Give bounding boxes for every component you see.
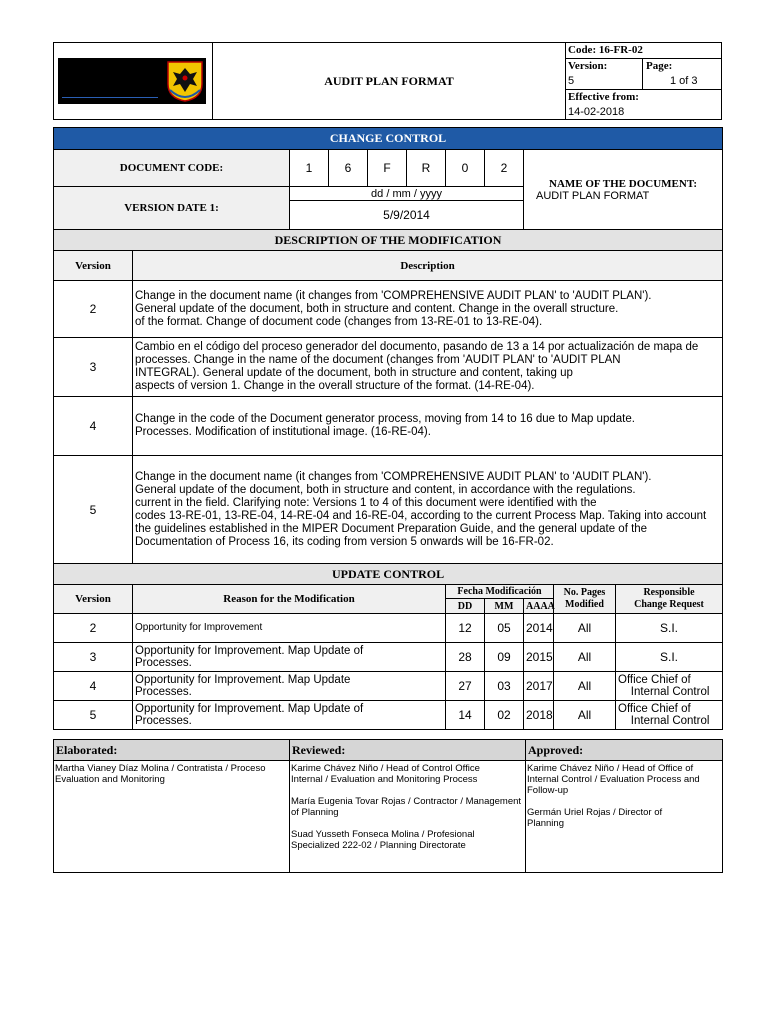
signer-entry: Germán Uriel Rojas / Director of Planning — [527, 807, 663, 829]
page-value: 1 of 3 — [670, 75, 698, 87]
code-digit: F — [368, 150, 407, 187]
table-row — [54, 338, 723, 397]
code-digit: R — [407, 150, 446, 187]
version-label: Version: — [568, 60, 608, 72]
pages-cell: All — [554, 701, 616, 730]
reason-cell: Opportunity for Improvement — [133, 614, 446, 643]
table-row — [54, 397, 723, 456]
change-control-heading: CHANGE CONTROL — [54, 128, 723, 150]
document-name-value: AUDIT PLAN FORMAT — [536, 189, 650, 202]
mm-cell: 09 — [485, 643, 524, 672]
effective-value: 14-02-2018 — [568, 106, 625, 118]
dd-cell: 27 — [446, 672, 485, 701]
document-name-cell — [524, 150, 723, 230]
signer-entry: Martha Vianey Díaz Molina / Contratista / Proceso Evaluation and Monitoring — [55, 763, 266, 785]
elaborated-label: Elaborated: — [54, 740, 290, 761]
responsible-cell: S.I. — [616, 614, 723, 643]
change-control-table — [53, 127, 723, 730]
signer-entry: Suad Yusseth Fonseca Molina / Profesional Specialized 222-02 / Planning Directorate — [291, 829, 475, 851]
aaaa-cell: 2014 — [524, 614, 554, 643]
code-digit: 2 — [485, 150, 524, 187]
version-cell: 3 — [54, 643, 133, 672]
document-meta — [565, 43, 721, 119]
pages-cell: All — [554, 643, 616, 672]
col-aaaa: AAAA — [524, 599, 554, 614]
col-version: Version — [54, 251, 133, 281]
code-digit: 6 — [329, 150, 368, 187]
col-dd: DD — [446, 599, 485, 614]
version-cell: 5 — [54, 456, 133, 564]
document-code-label: DOCUMENT CODE: — [54, 150, 290, 187]
document-title: AUDIT PLAN FORMAT — [324, 73, 454, 88]
table-row — [54, 643, 723, 672]
col-version: Version — [54, 585, 133, 614]
update-control-heading: UPDATE CONTROL — [54, 564, 723, 585]
col-reason: Reason for the Modification — [133, 585, 446, 614]
version-cell: 2 — [54, 281, 133, 338]
reason-cell: Opportunity for Improvement. Map Update of Processes. — [133, 701, 446, 730]
col-date: Fecha Modificación — [446, 585, 554, 599]
description-cell: Change in the document name (it changes from 'COMPREHENSIVE AUDIT PLAN' to 'AUDIT PLAN'). General update of the document, both in structure and content. Change in the overall structure. of the format. Change of document code (changes from 13-RE-01 to 13-RE-04). — [133, 281, 723, 338]
table-row — [54, 456, 723, 564]
pages-cell: All — [554, 614, 616, 643]
version-cell: 4 — [54, 397, 133, 456]
reason-cell: Opportunity for Improvement. Map Update Processes. — [133, 672, 446, 701]
reviewed-label: Reviewed: — [290, 740, 526, 761]
responsible-cell: Office Chief of Internal Control — [616, 672, 723, 701]
description-cell: Change in the code of the Document generator process, moving from 14 to 16 due to Map update. Processes. Modification of institutional image. (16-RE-04). — [133, 397, 723, 456]
responsible-cell: Office Chief of Internal Control — [616, 701, 723, 730]
mm-cell: 03 — [485, 672, 524, 701]
version-date-value: 5/9/2014 — [290, 201, 524, 230]
aaaa-cell: 2017 — [524, 672, 554, 701]
version-cell: 5 — [54, 701, 133, 730]
table-row — [54, 614, 723, 643]
pages-cell: All — [554, 672, 616, 701]
description-cell: Change in the document name (it changes from 'COMPREHENSIVE AUDIT PLAN' to 'AUDIT PLAN'). General update of the document, both in structure and content, in accordance with the regulations. current in the field. Clarifying note: Versions 1 to 4 of this document were identified with the codes 13-RE-01, 13-RE-04, 14-RE-04 and 16-RE-04, according to the current Process Map. Taking into account the guidelines established in the MIPER Document Preparation Guide, and the general update of the Documentation of Process 16, its coding from version 5 onwards will be 16-FR-02. — [133, 456, 723, 564]
approved-label: Approved: — [526, 740, 723, 761]
responsible-cell: S.I. — [616, 643, 723, 672]
table-row — [54, 701, 723, 730]
reason-cell: Opportunity for Improvement. Map Update of Processes. — [133, 643, 446, 672]
code-digit: 1 — [290, 150, 329, 187]
aaaa-cell: 2015 — [524, 643, 554, 672]
dd-cell: 14 — [446, 701, 485, 730]
reviewed-cell — [290, 761, 526, 873]
aaaa-cell: 2018 — [524, 701, 554, 730]
signatures-table — [53, 739, 723, 873]
col-mm: MM — [485, 599, 524, 614]
signer-entry: María Eugenia Tovar Rojas / Contractor / Management of Planning — [291, 796, 522, 818]
version-cell: 3 — [54, 338, 133, 397]
version-cell: 2 — [54, 614, 133, 643]
dd-cell: 12 — [446, 614, 485, 643]
table-row — [54, 281, 723, 338]
document-name-label: NAME OF THE DOCUMENT: — [549, 177, 698, 190]
description-cell: Cambio en el código del proceso generador del documento, pasando de 13 a 14 por actualización de mapa de processes. Change in the name of the document (changes from 'AUDIT PLAN' to 'AUDIT PLAN INTEGRAL). General update of the document, both in structure and content, taking up aspects of version 1. Change in the overall structure of the format. (14-RE-04). — [133, 338, 723, 397]
page-label: Page: — [646, 60, 673, 72]
approved-cell — [526, 761, 723, 873]
modification-heading: DESCRIPTION OF THE MODIFICATION — [54, 230, 723, 251]
bogota-coat-of-arms-icon — [166, 60, 204, 102]
version-cell: 4 — [54, 672, 133, 701]
institution-logo — [58, 58, 206, 104]
code-digit: 0 — [446, 150, 485, 187]
signer-entry: Karime Chávez Niño / Head of Office of Internal Control / Evaluation Process and Follow-up — [527, 763, 700, 796]
version-date-label: VERSION DATE 1: — [54, 187, 290, 230]
mm-cell: 05 — [485, 614, 524, 643]
dd-cell: 28 — [446, 643, 485, 672]
mm-cell: 02 — [485, 701, 524, 730]
document-header — [53, 42, 722, 120]
version-value: 5 — [568, 75, 575, 87]
code-label: Code: 16-FR-02 — [568, 44, 643, 56]
col-description: Description — [133, 251, 723, 281]
table-row — [54, 672, 723, 701]
col-responsible: Responsible Change Request — [616, 585, 723, 614]
col-pages: No. Pages Modified — [554, 585, 616, 614]
signer-entry: Karime Chávez Niño / Head of Control Office Internal / Evaluation and Monitoring Process — [291, 763, 480, 785]
elaborated-cell — [54, 761, 290, 873]
date-format: dd / mm / yyyy — [290, 187, 524, 201]
effective-label: Effective from: — [568, 91, 639, 103]
